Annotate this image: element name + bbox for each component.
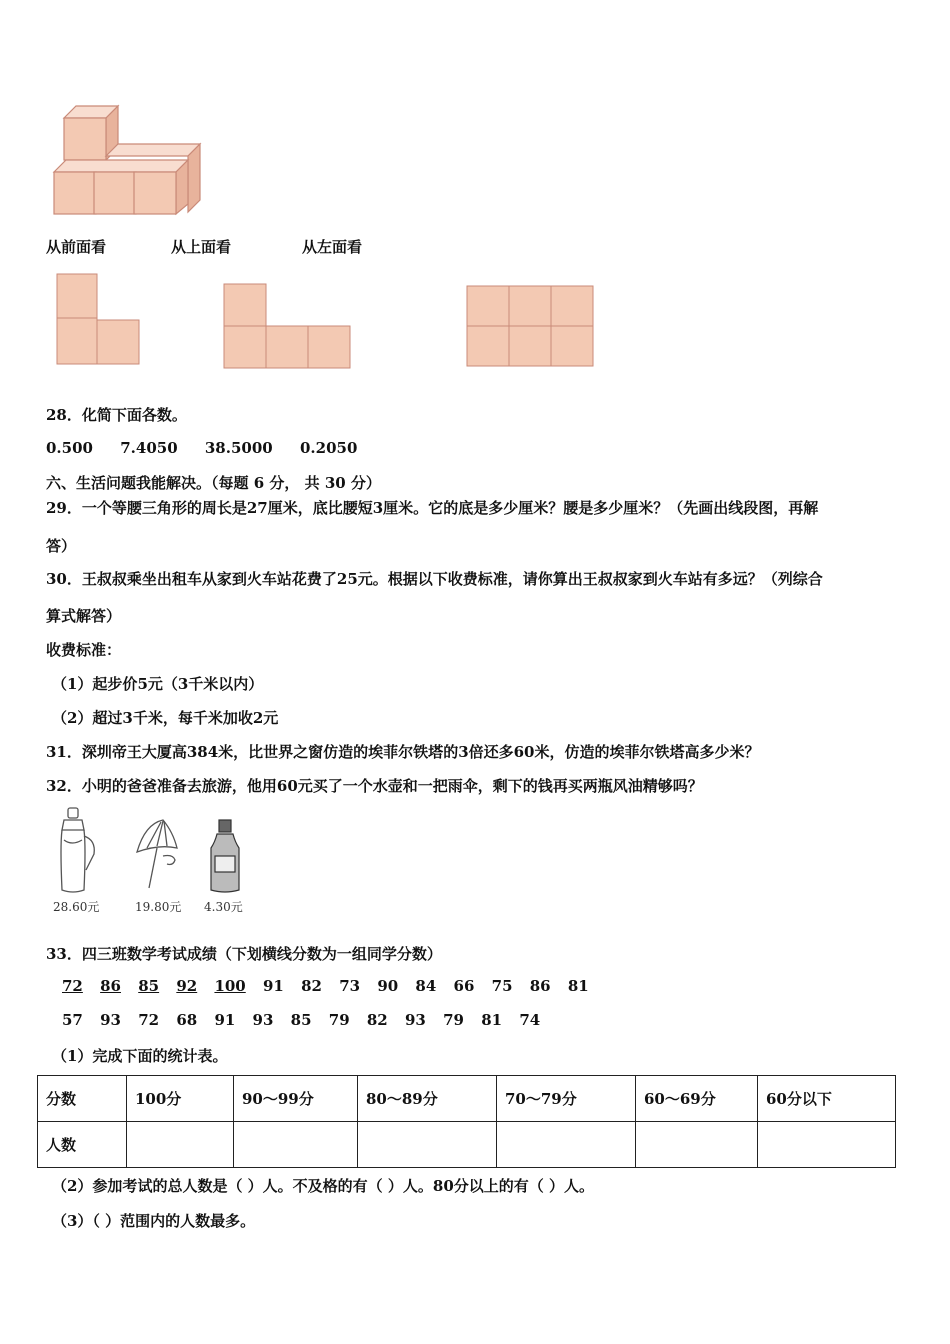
q29-line2: 答） (46, 537, 77, 555)
q30-line1: 30．王叔叔乘坐出租车从家到火车站花费了25元。根据以下收费标准，请你算出王叔叔家到火车站有多远？（列综合 (46, 570, 823, 588)
score: 75 (491, 977, 513, 995)
score: 91 (214, 1011, 236, 1029)
fee-rule-1: （1）起步价5元（3千米以内） (52, 675, 264, 693)
score: 93 (100, 1011, 121, 1029)
decimal-number: 38.5000 (204, 439, 273, 457)
answer-cell[interactable] (497, 1122, 636, 1168)
front-view-label: 从前面看 (46, 238, 107, 256)
front-view-figure (55, 272, 145, 368)
answer-cell[interactable] (234, 1122, 358, 1168)
umbrella-image (133, 818, 183, 894)
q33-sub1: （1）完成下面的统计表。 (52, 1047, 228, 1065)
q28-numbers (46, 439, 379, 457)
score: 82 (366, 1011, 388, 1029)
underlined-score: 92 (176, 977, 198, 995)
top-view-label: 从上面看 (171, 238, 232, 256)
table-cell: 60～69分 (636, 1076, 758, 1122)
score: 79 (328, 1011, 350, 1029)
underlined-score: 100 (214, 977, 246, 995)
decimal-number: 0.500 (46, 439, 93, 457)
q33-title: 33．四三班数学考试成绩（下划横线分数为一组同学分数） (46, 945, 442, 963)
umbrella-price: 19.80元 (135, 900, 182, 914)
score: 84 (415, 977, 437, 995)
score: 93 (404, 1011, 426, 1029)
score: 82 (301, 977, 322, 995)
answer-cell[interactable] (127, 1122, 234, 1168)
underlined-score: 85 (138, 977, 160, 995)
oil-bottle-image (205, 818, 245, 894)
decimal-number: 0.2050 (299, 439, 358, 457)
score: 72 (138, 1011, 160, 1029)
score: 90 (377, 977, 399, 995)
q33-sub2: （2）参加考试的总人数是（ ）人。不及格的有（ ）人。80分以上的有（ ）人。 (52, 1177, 594, 1195)
top-view-figure (222, 282, 354, 370)
score: 93 (252, 1011, 274, 1029)
score: 86 (529, 977, 551, 995)
left-view-figure (465, 284, 595, 370)
answer-cell[interactable] (758, 1122, 896, 1168)
fee-rule-2: （2）超过3千米，每千米加收2元 (52, 709, 279, 727)
fee-standard-title: 收费标准： (46, 641, 122, 659)
table-cell: 100分 (127, 1076, 234, 1122)
table-row (38, 1076, 896, 1122)
table-cell: 90～99分 (234, 1076, 358, 1122)
section6-title: 六、生活问题我能解决。（每题 6 分， 共 30 分） (46, 474, 381, 492)
q32-text: 32．小明的爸爸准备去旅游，他用60元买了一个水壶和一把雨伞，剩下的钱再买两瓶风油精够吗？ (46, 777, 703, 795)
answer-cell[interactable] (636, 1122, 758, 1168)
score: 81 (567, 977, 589, 995)
score: 68 (176, 1011, 198, 1029)
table-cell: 80～89分 (358, 1076, 497, 1122)
score: 74 (519, 1011, 541, 1029)
kettle-price: 28.60元 (53, 900, 100, 914)
score: 73 (339, 977, 361, 995)
underlined-score: 72 (62, 977, 83, 995)
q31-text: 31．深圳帝王大厦高384米，比世界之窗仿造的埃菲尔铁塔的3倍还多60米，仿造的埃菲尔铁塔高多少米？ (46, 743, 760, 761)
cube-stack-figure (48, 100, 208, 218)
q30-line2: 算式解答） (46, 607, 122, 625)
table-row (38, 1122, 896, 1168)
underlined-score: 86 (100, 977, 121, 995)
decimal-number: 7.4050 (120, 439, 178, 457)
oil-price: 4.30元 (204, 900, 243, 914)
table-cell: 分数 (38, 1076, 127, 1122)
table-cell: 60分以下 (758, 1076, 896, 1122)
score: 79 (443, 1011, 464, 1029)
kettle-image (54, 806, 100, 896)
q28-prompt: 28．化简下面各数。 (46, 406, 187, 424)
score: 66 (453, 977, 475, 995)
score-stat-table (37, 1075, 896, 1168)
table-cell: 70～79分 (497, 1076, 636, 1122)
score: 91 (262, 977, 284, 995)
left-view-label: 从左面看 (302, 238, 363, 256)
answer-cell[interactable] (358, 1122, 497, 1168)
scores-row-2 (62, 1011, 552, 1029)
q29-line1: 29．一个等腰三角形的周长是27厘米，底比腰短3厘米。它的底是多少厘米？腰是多少厘米？（先画出线段图，再解 (46, 499, 819, 517)
score: 85 (290, 1011, 312, 1029)
scores-row-1 (62, 977, 601, 995)
score: 81 (481, 1011, 503, 1029)
table-cell: 人数 (38, 1122, 127, 1168)
q33-sub3: （3）（ ）范围内的人数最多。 (52, 1212, 256, 1230)
score: 57 (62, 1011, 83, 1029)
